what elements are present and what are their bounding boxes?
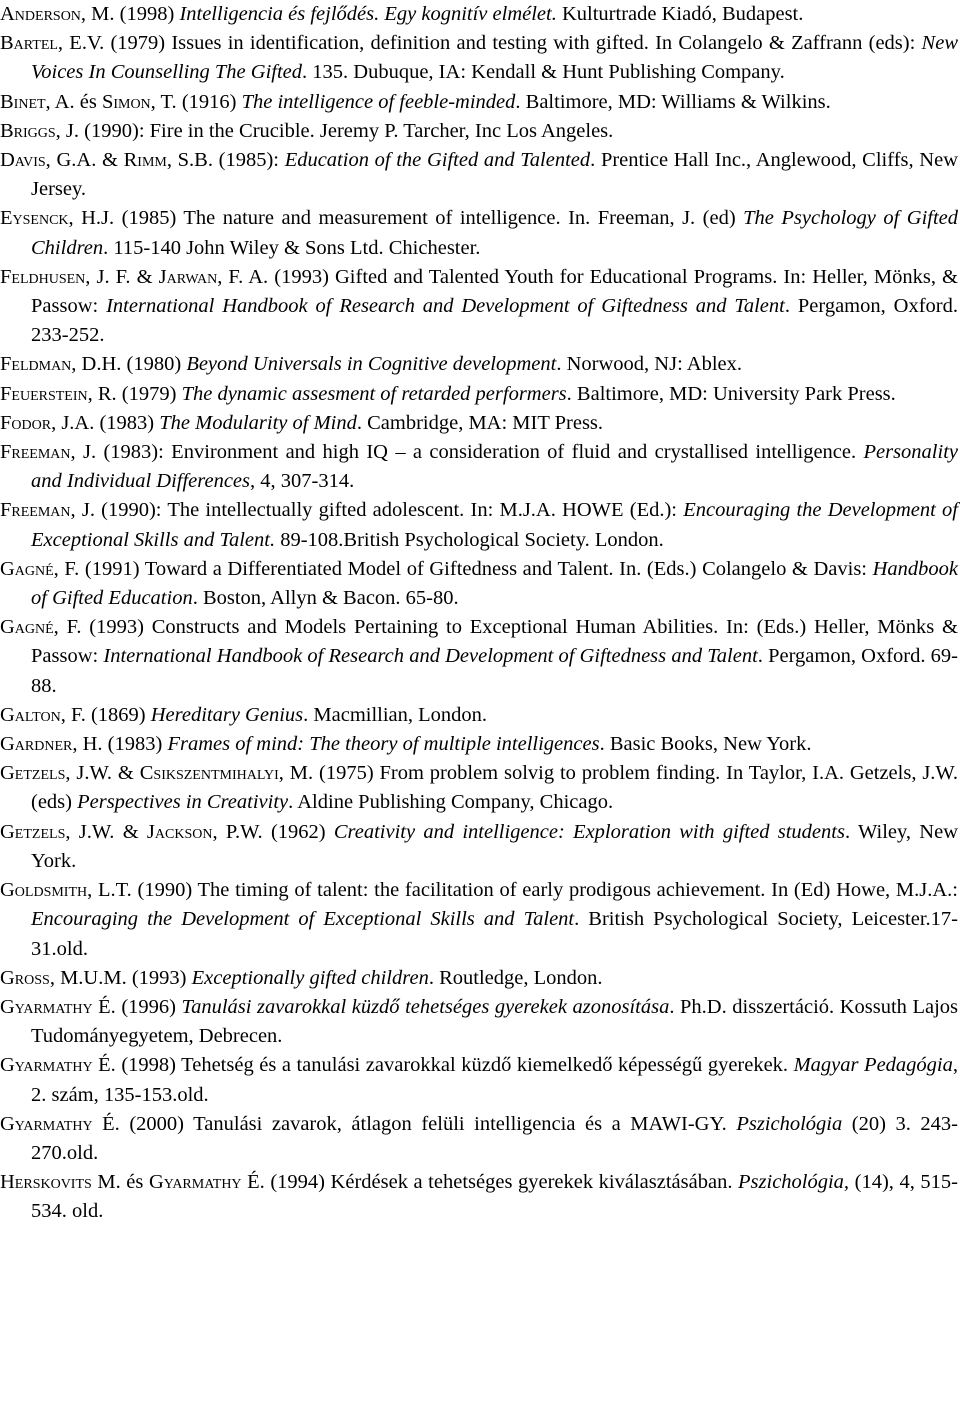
reference-text: , 2. szám, 135-153.old. bbox=[31, 1054, 958, 1106]
reference-entry bbox=[0, 1051, 958, 1109]
reference-text: . Baltimore, MD: University Park Press. bbox=[566, 382, 896, 405]
reference-text: (1996) bbox=[115, 995, 182, 1018]
reference-text: (1990): Fire in the Crucible. Jeremy P. Tarcher, Inc Los Angeles. bbox=[79, 119, 614, 142]
reference-text: (20) 3. 243-270.old. bbox=[31, 1112, 958, 1164]
reference-title: Perspectives in Creativity bbox=[77, 791, 289, 814]
reference-text: (1916) bbox=[176, 90, 242, 113]
reference-author: Feldman, D.H. bbox=[0, 353, 122, 376]
reference-entry bbox=[0, 730, 958, 759]
reference-text: . Pergamon, Oxford. 233-252. bbox=[31, 295, 958, 347]
reference-author: Rimm, S.B. bbox=[123, 149, 213, 172]
reference-entry bbox=[0, 263, 958, 351]
reference-entry bbox=[0, 350, 958, 379]
reference-text: . British Psychological Society, Leicester.17-31.old. bbox=[31, 908, 958, 960]
reference-title: Hereditary Genius bbox=[150, 703, 304, 726]
reference-author: Briggs, J. bbox=[0, 119, 80, 142]
reference-text: (1869) bbox=[85, 703, 151, 726]
reference-text: (1990): The intellectually gifted adolescent. In: M.J.A. HOWE (Ed.): bbox=[94, 499, 684, 522]
reference-entry bbox=[0, 380, 958, 409]
reference-entry bbox=[0, 818, 958, 876]
reference-text: . Basic Books, New York. bbox=[599, 733, 812, 756]
reference-entry bbox=[0, 759, 958, 817]
reference-title: Encouraging the Development of Exceptional Skills and Talent bbox=[31, 908, 575, 931]
reference-entry bbox=[0, 0, 958, 29]
reference-title: Intelligencia és fejlődés. Egy kognitív elmélet. bbox=[179, 3, 557, 25]
reference-entry bbox=[0, 117, 958, 146]
reference-author: Jackson, P.W. bbox=[146, 820, 263, 843]
reference-text: (1979) bbox=[116, 382, 182, 405]
reference-entry bbox=[0, 964, 958, 993]
reference-title: Creativity and intelligence: Exploration with gifted students bbox=[333, 820, 845, 843]
reference-title: Handbook of Gifted Education bbox=[31, 557, 958, 610]
reference-title: Encouraging the Development of Exceptional Skills and Talent. bbox=[31, 499, 958, 551]
reference-text: (1991) Toward a Differentiated Model of Giftedness and Talent. In. (Eds.) Colangelo & Davis: bbox=[79, 557, 873, 580]
reference-author: Freeman, J. bbox=[0, 499, 95, 522]
reference-author: Gyarmathy É. bbox=[0, 1054, 116, 1077]
reference-text: (1998) bbox=[114, 3, 180, 25]
reference-text: . Wiley, New York. bbox=[31, 820, 959, 872]
reference-text: . Cambridge, MA: MIT Press. bbox=[356, 411, 604, 434]
reference-author: Anderson, M. bbox=[0, 3, 115, 25]
reference-text: (1983): Environment and high IQ – a consideration of fluid and crystallised intelligence. bbox=[96, 441, 864, 464]
reference-text: . Aldine Publishing Company, Chicago. bbox=[288, 791, 614, 814]
reference-text: . 135. Dubuque, IA: Kendall & Hunt Publishing Company. bbox=[302, 61, 785, 84]
reference-text: . Prentice Hall Inc., Anglewood, Cliffs, New Jersey. bbox=[31, 149, 958, 201]
reference-author: Gyarmathy É. bbox=[0, 1112, 120, 1135]
reference-title: The Psychology of Gifted Children bbox=[31, 207, 958, 259]
reference-title: The dynamic assesment of retarded performers bbox=[181, 382, 567, 405]
reference-text: & bbox=[114, 820, 147, 843]
reference-title: Pszichológia, bbox=[738, 1171, 850, 1194]
reference-text: . Macmillian, London. bbox=[303, 703, 488, 726]
reference-author: Binet, A. bbox=[0, 90, 75, 113]
reference-text: . Norwood, NJ: Ablex. bbox=[556, 353, 742, 376]
reference-text: (1993) Gifted and Talented Youth for Educational Programs. In: Heller, Mönks, & Passow: bbox=[31, 265, 958, 318]
reference-entry bbox=[0, 1168, 958, 1226]
reference-author: Gyarmathy É. bbox=[0, 995, 116, 1018]
reference-text: & bbox=[96, 149, 124, 172]
reference-text: & bbox=[112, 762, 140, 785]
reference-title: Frames of mind: The theory of multiple intelligences bbox=[167, 733, 600, 756]
reference-text: és bbox=[120, 1171, 149, 1194]
reference-text: . Boston, Allyn & Bacon. 65-80. bbox=[192, 587, 459, 610]
reference-title: The Modularity of Mind bbox=[159, 411, 357, 434]
reference-entry bbox=[0, 88, 958, 117]
reference-author: Herskovits M. bbox=[0, 1171, 121, 1194]
reference-title: Beyond Universals in Cognitive development bbox=[186, 353, 557, 376]
reference-text: (1985): bbox=[212, 149, 285, 172]
reference-title: Magyar Pedagógia bbox=[793, 1054, 953, 1077]
reference-entry bbox=[0, 204, 958, 262]
reference-entry bbox=[0, 1110, 958, 1168]
reference-text: (1985) The nature and measurement of intelligence. In. Freeman, J. (ed) bbox=[114, 207, 744, 230]
reference-text: (1983) bbox=[94, 411, 160, 434]
reference-author: Jarwan, F. A. bbox=[158, 265, 269, 288]
reference-author: Feldhusen, J. F. bbox=[0, 265, 131, 288]
reference-text: (1994) Kérdések a tehetséges gyerekek kiválasztásában. bbox=[264, 1171, 739, 1194]
reference-author: Galton, F. bbox=[0, 703, 86, 726]
reference-text: (1990) The timing of talent: the facilitation of early prodigous achievement. In (Ed) Howe, M.J.A.: bbox=[131, 879, 958, 902]
reference-text: (1980) bbox=[121, 353, 187, 376]
reference-author: Eysenck, H.J. bbox=[0, 207, 115, 230]
reference-author: Gross, M.U.M. bbox=[0, 966, 127, 989]
reference-entry bbox=[0, 876, 958, 964]
reference-author: Feuerstein, R. bbox=[0, 382, 117, 405]
reference-title: International Handbook of Research and Development of Giftedness and Talent bbox=[106, 295, 785, 318]
reference-text: (1975) From problem solvig to problem finding. In Taylor, I.A. Getzels, J.W. (eds) bbox=[31, 762, 959, 814]
reference-title: International Handbook of Research and Development of Giftedness and Talent bbox=[103, 645, 758, 668]
reference-text: (1983) bbox=[102, 733, 168, 756]
reference-title: Exceptionally gifted children bbox=[191, 966, 429, 989]
reference-author: Gardner, H. bbox=[0, 733, 103, 756]
reference-text: (2000) Tanulási zavarok, átlagon felüli intelligencia és a MAWI-GY. bbox=[119, 1112, 737, 1135]
reference-author: Gagné, F. bbox=[0, 616, 82, 639]
reference-text: (1993) bbox=[126, 966, 192, 989]
reference-title: Pszichológia bbox=[736, 1112, 843, 1135]
reference-entry bbox=[0, 701, 958, 730]
reference-text: (1962) bbox=[262, 820, 334, 843]
reference-author: Fodor, J.A. bbox=[0, 411, 95, 434]
reference-author: Getzels, J.W. bbox=[0, 762, 113, 785]
reference-author: Getzels, J.W. bbox=[0, 820, 115, 843]
reference-text: . 115-140 John Wiley & Sons Ltd. Chichester. bbox=[103, 236, 481, 259]
reference-author: Davis, G.A. bbox=[0, 149, 97, 172]
reference-author: Freeman, J. bbox=[0, 441, 97, 464]
reference-entry bbox=[0, 146, 958, 204]
reference-author: Simon, T. bbox=[101, 90, 177, 113]
reference-text: . Pergamon, Oxford. 69-88. bbox=[31, 645, 958, 697]
reference-entry bbox=[0, 555, 958, 613]
reference-text: (1998) Tehetség és a tanulási zavarokkal küzdő kiemelkedő képességű gyerekek. bbox=[115, 1054, 794, 1077]
reference-text: . Ph.D. disszertáció. Kossuth Lajos Tudományegyetem, Debrecen. bbox=[31, 995, 958, 1048]
reference-title: Personality and Individual Differences bbox=[31, 441, 958, 493]
reference-text: Kulturtrade Kiadó, Budapest. bbox=[556, 3, 804, 25]
reference-entry bbox=[0, 438, 958, 496]
reference-text: & bbox=[130, 265, 159, 288]
reference-text: , 4, 307-314. bbox=[250, 470, 355, 493]
reference-title: Education of the Gifted and Talented bbox=[284, 149, 591, 172]
reference-author: Goldsmith, L.T. bbox=[0, 879, 132, 902]
reference-text: (1979) Issues in identification, definition and testing with gifted. In Colangelo & Zaffrann (eds): bbox=[104, 32, 922, 55]
reference-author: Gagné, F. bbox=[0, 557, 80, 580]
reference-text: 89-108.British Psychological Society. London. bbox=[275, 528, 664, 551]
reference-author: Csikszentmihalyi, M. bbox=[139, 762, 314, 785]
reference-entry bbox=[0, 613, 958, 701]
reference-title: Tanulási zavarokkal küzdő tehetséges gyerekek azonosítása bbox=[181, 995, 670, 1018]
reference-title: The intelligence of feeble-minded bbox=[241, 90, 516, 113]
reference-text: (1993) Constructs and Models Pertaining to Exceptional Human Abilities. In: (Eds.) Heller, Mönks & Passow: bbox=[31, 616, 958, 668]
reference-entry bbox=[0, 496, 958, 554]
reference-text: (14), 4, 515-534. old. bbox=[31, 1171, 958, 1223]
reference-entry bbox=[0, 993, 958, 1051]
reference-entry bbox=[0, 29, 958, 87]
reference-author: Gyarmathy É. bbox=[148, 1171, 265, 1194]
reference-text: . Routledge, London. bbox=[428, 966, 603, 989]
reference-title: New Voices In Counselling The Gifted bbox=[31, 32, 958, 84]
reference-text: és bbox=[74, 90, 102, 113]
reference-entry bbox=[0, 409, 958, 438]
reference-text: . Baltimore, MD: Williams & Wilkins. bbox=[515, 90, 831, 113]
reference-author: Bartel, E.V. bbox=[0, 32, 105, 55]
